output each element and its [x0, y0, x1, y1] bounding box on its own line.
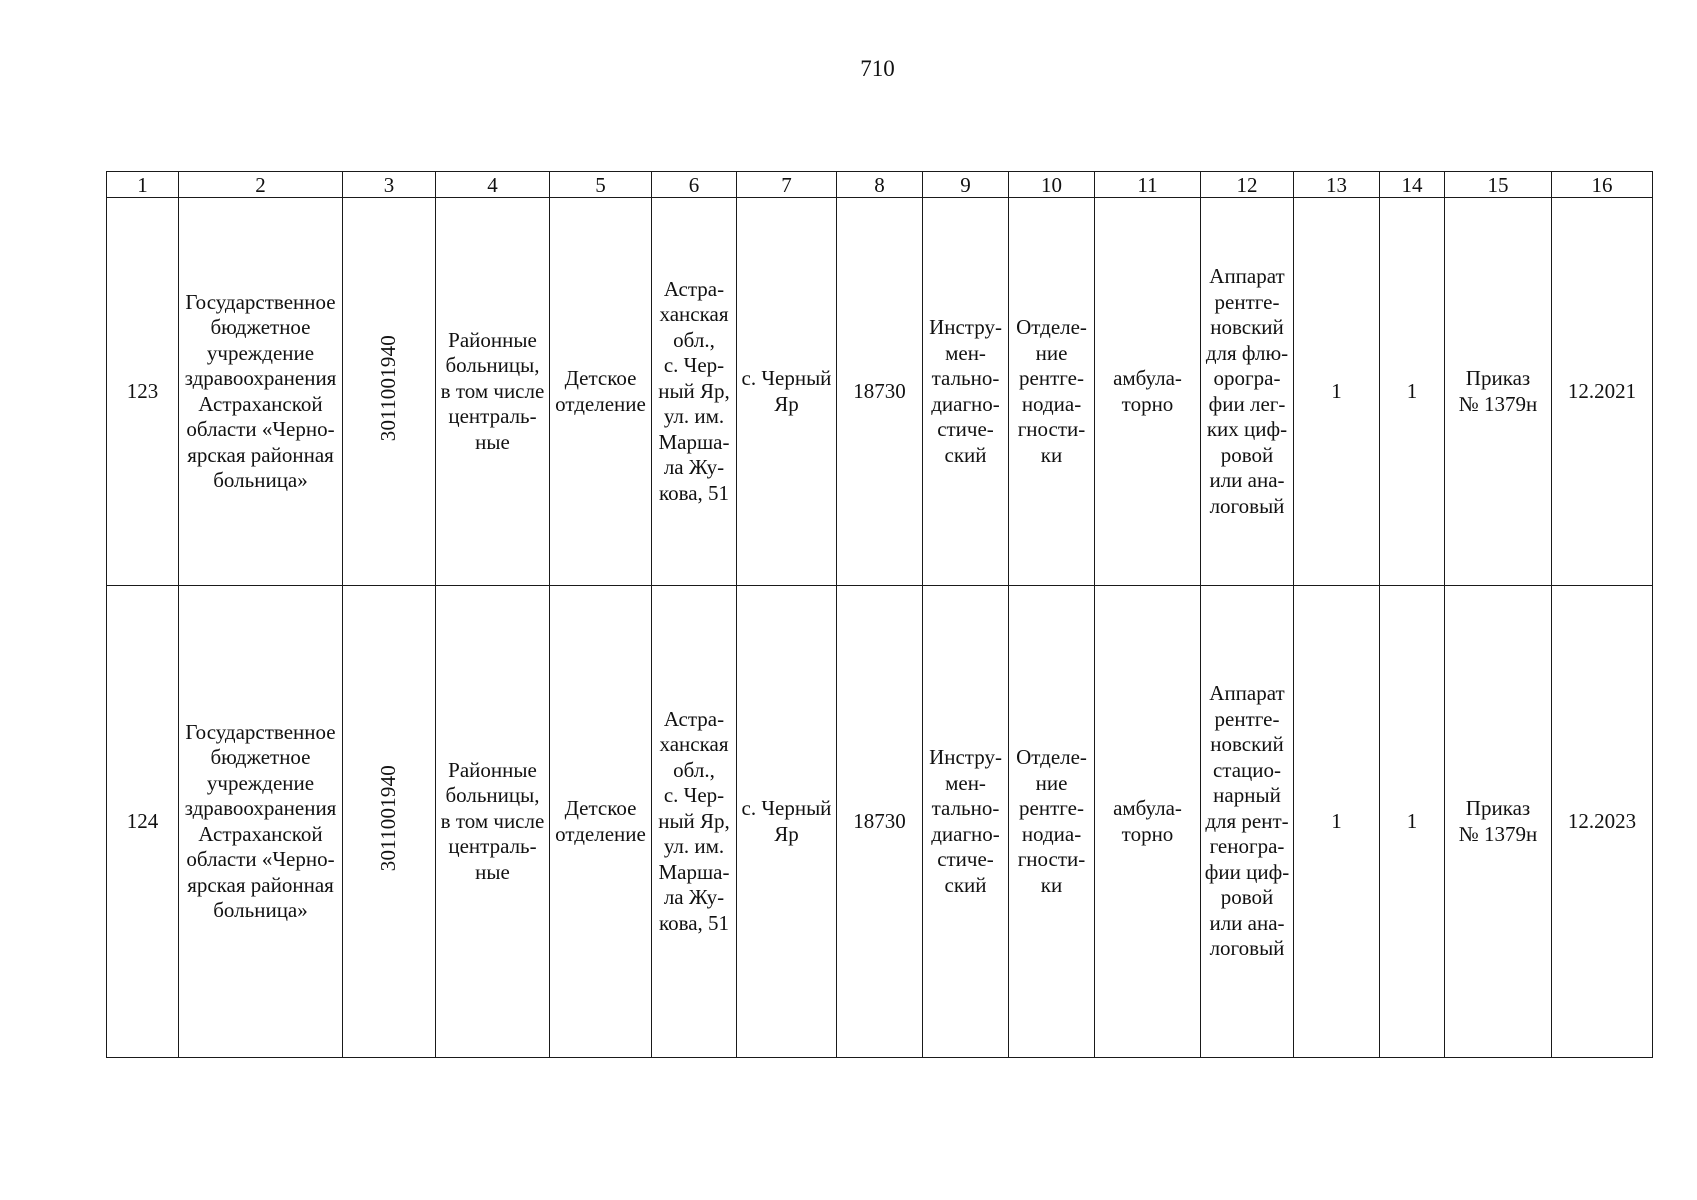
unit-cell: Отделе- ние рентге- нодиа- гности- ки: [1009, 198, 1095, 586]
column-header: 6: [652, 172, 737, 198]
column-header: 5: [550, 172, 652, 198]
column-header: 14: [1380, 172, 1445, 198]
mode-cell: амбула- торно: [1095, 198, 1201, 586]
quantity-cell: 1: [1294, 198, 1380, 586]
code-cell: [343, 586, 436, 1058]
page-number: 710: [860, 56, 895, 81]
quantity-cell: 1: [1380, 198, 1445, 586]
column-header: 1: [107, 172, 179, 198]
column-header: 3: [343, 172, 436, 198]
code-text: 3011001940: [376, 335, 401, 442]
date-cell: 12.2021: [1552, 198, 1653, 586]
equipment-cell: Аппарат рентге- новский для флю- орогра- фии лег- ких циф- ровой или ана- логовый: [1201, 198, 1294, 586]
column-header: 4: [436, 172, 550, 198]
column-header: 10: [1009, 172, 1095, 198]
service-type-cell: Инстру- мен- тально- диагно- стиче- ский: [923, 198, 1009, 586]
column-header: 8: [837, 172, 923, 198]
equipment-register-table: [106, 171, 1653, 1058]
column-header: 15: [1445, 172, 1552, 198]
order-cell: Приказ № 1379н: [1445, 198, 1552, 586]
column-header: 9: [923, 172, 1009, 198]
row-number-cell: 124: [107, 586, 179, 1058]
population-cell: 18730: [837, 586, 923, 1058]
organization-cell: Государственное бюджетное учреждение здравоохранения Астраханской области «Черно- ярская районная больница»: [179, 586, 343, 1058]
settlement-cell: с. Черный Яр: [737, 198, 837, 586]
date-cell: 12.2023: [1552, 586, 1653, 1058]
organization-cell: Государственное бюджетное учреждение здравоохранения Астраханской области «Черно- ярская районная больница»: [179, 198, 343, 586]
column-header: 16: [1552, 172, 1653, 198]
facility-type-cell: Районные больницы, в том числе централь- ные: [436, 198, 550, 586]
column-header: 13: [1294, 172, 1380, 198]
row-number-cell: 123: [107, 198, 179, 586]
unit-cell: Отделе- ние рентге- нодиа- гности- ки: [1009, 586, 1095, 1058]
department-cell: Детское отделение: [550, 198, 652, 586]
mode-cell: амбула- торно: [1095, 586, 1201, 1058]
service-type-cell: Инстру- мен- тально- диагно- стиче- ский: [923, 586, 1009, 1058]
column-header: 7: [737, 172, 837, 198]
address-cell: Астра- ханская обл., с. Чер- ный Яр, ул. им. Марша- ла Жу- кова, 51: [652, 586, 737, 1058]
column-number-row: [107, 172, 1653, 198]
code-text: 3011001940: [376, 765, 401, 872]
quantity-cell: 1: [1294, 586, 1380, 1058]
order-cell: Приказ № 1379н: [1445, 586, 1552, 1058]
column-header: 11: [1095, 172, 1201, 198]
code-cell: [343, 198, 436, 586]
table-row: [107, 586, 1653, 1058]
facility-type-cell: Районные больницы, в том числе централь- ные: [436, 586, 550, 1058]
column-header: 12: [1201, 172, 1294, 198]
address-cell: Астра- ханская обл., с. Чер- ный Яр, ул. им. Марша- ла Жу- кова, 51: [652, 198, 737, 586]
department-cell: Детское отделение: [550, 586, 652, 1058]
quantity-cell: 1: [1380, 586, 1445, 1058]
population-cell: 18730: [837, 198, 923, 586]
column-header: 2: [179, 172, 343, 198]
equipment-cell: Аппарат рентге- новский стацио- нарный для рент- геногра- фии циф- ровой или ана- логовый: [1201, 586, 1294, 1058]
settlement-cell: с. Черный Яр: [737, 586, 837, 1058]
table-row: [107, 198, 1653, 586]
